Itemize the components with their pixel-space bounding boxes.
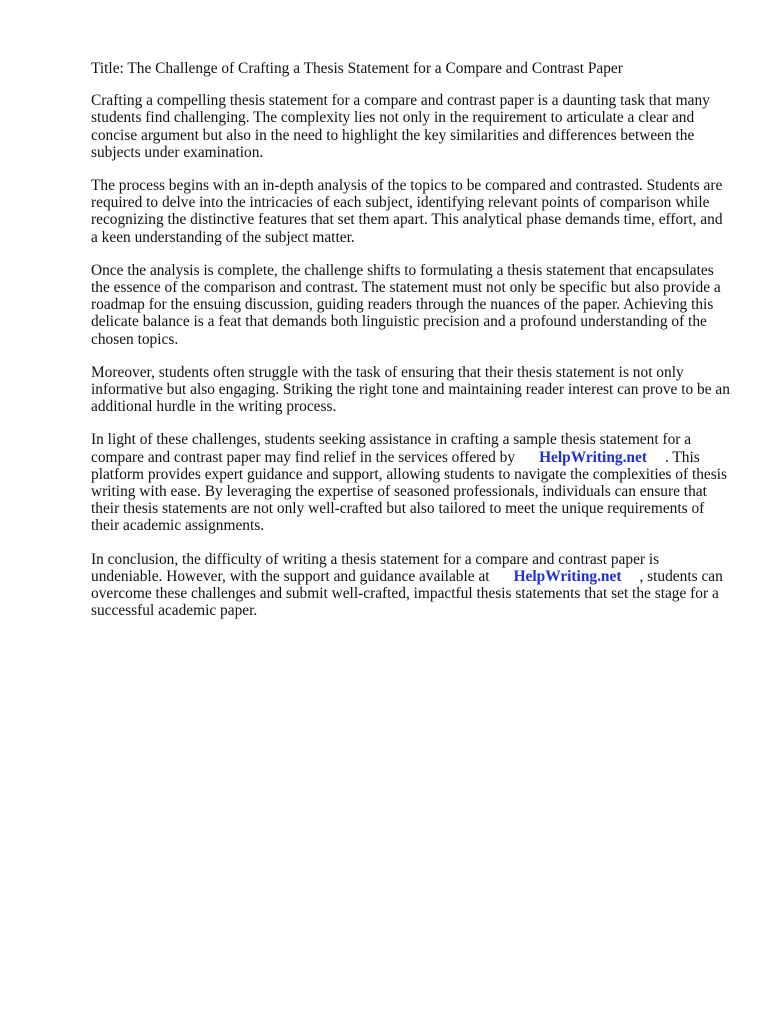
helpwriting-link-conclusion[interactable]: HelpWriting.net bbox=[513, 567, 622, 585]
paragraph-assistance-text-start: In light of these challenges, students seeking assistance in crafting a sample thesis statement for a compare and contrast paper may find relief in the services offered by bbox=[91, 431, 692, 466]
paragraph-conclusion bbox=[91, 551, 731, 620]
paragraph-assistance bbox=[91, 431, 731, 534]
paragraph-conclusion-text-start: In conclusion, the difficulty of writing a thesis statement for a compare and contrast paper is undeniable. However, with the support and guidance available at bbox=[91, 550, 660, 585]
paragraph-conclusion-text-end: , students can overcome these challenges and submit well-crafted, impactful thesis statements that set the stage for a successful academic paper. bbox=[91, 567, 723, 620]
paragraph-formulation: Once the analysis is complete, the challenge shifts to formulating a thesis statement that encapsulates the essence of the comparison and contrast. The statement must not only be specific but also provide a roadmap for the ensuing discussion, guiding readers through the nuances of the paper. Achieving this delicate balance is a feat that demands both linguistic precision and a profound understanding of the chosen topics. bbox=[91, 261, 721, 348]
document-title: Title: The Challenge of Crafting a Thesis Statement for a Compare and Contrast Paper bbox=[91, 60, 623, 77]
paragraph-intro: Crafting a compelling thesis statement for a compare and contrast paper is a daunting task that many students find challenging. The complexity lies not only in the requirement to articulate a clear and concise argument but also in the need to highlight the key similarities and differences between the subjects under examination. bbox=[91, 92, 710, 161]
paragraph-engagement: Moreover, students often struggle with the task of ensuring that their thesis statement is not only informative but also engaging. Striking the right tone and maintaining reader interest can prove to be an additional hurdle in the writing process. bbox=[91, 363, 730, 416]
document-page bbox=[91, 60, 731, 635]
paragraph-process: The process begins with an in-depth analysis of the topics to be compared and contrasted. Students are required to delve into the intricacies of each subject, identifying relevant points of comparison while recognizing the distinctive features that set them apart. This analytical phase demands time, effort, and a keen understanding of the subject matter. bbox=[91, 177, 723, 246]
paragraph-assistance-text-end: . This platform provides expert guidance and support, allowing students to navigate the complexities of thesis writing with ease. By leveraging the expertise of seasoned professionals, individuals can ensure that their thesis statements are not only well-crafted but also tailored to meet the unique requirements of their academic assignments. bbox=[91, 448, 727, 535]
helpwriting-link[interactable]: HelpWriting.net bbox=[539, 448, 647, 466]
